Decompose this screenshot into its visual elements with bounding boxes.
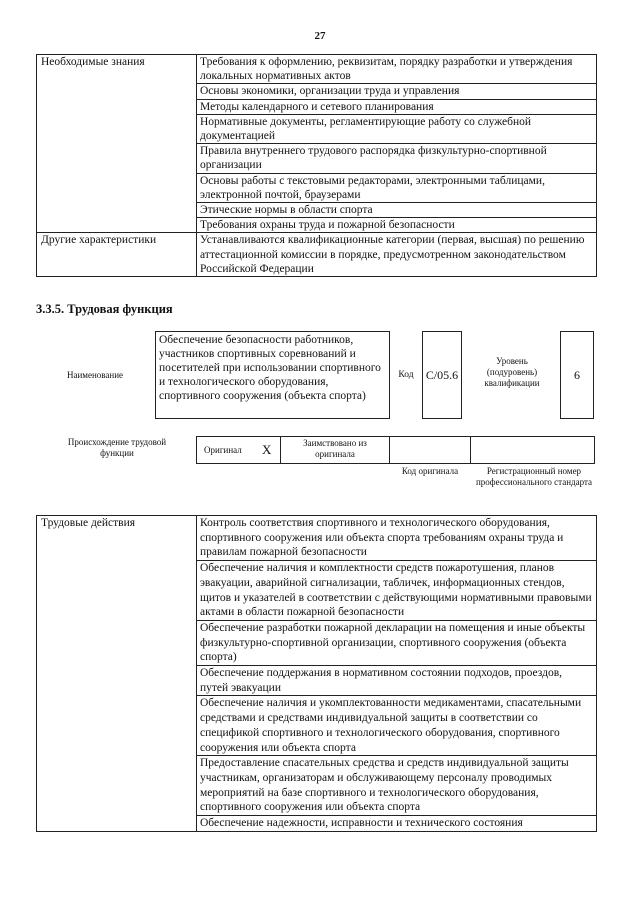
table-cell: Методы календарного и сетевого планирования bbox=[197, 99, 597, 114]
original-code-cell bbox=[389, 436, 471, 464]
name-label: Наименование bbox=[66, 370, 124, 380]
table-cell: Требования охраны труда и пожарной безопасности bbox=[197, 218, 597, 233]
table-cell: Основы работы с текстовыми редакторами, электронными таблицами, электронной почтой, браузерами bbox=[197, 173, 597, 202]
page-number: 27 bbox=[314, 30, 326, 42]
code-label: Код bbox=[398, 370, 414, 380]
table-cell: Устанавливаются квалификационные категории (первая, высшая) по решению аттестационной комиссии в порядке, предусмотренном законодательством Российской Федерации bbox=[197, 233, 597, 277]
original-mark: X bbox=[262, 442, 272, 457]
knowledge-table bbox=[36, 54, 597, 277]
labor-actions-table bbox=[36, 515, 597, 832]
table-cell: Предоставление спасательных средства и средств индивидуальной защиты участникам, организаторам и обслуживающему персоналу проводимых мероприятий на базе спортивного и технологического оборудования, спортивного сооружения или объекта спорта bbox=[197, 756, 597, 816]
table-cell: Требования к оформлению, реквизитам, порядку разработки и утверждения локальных нормативных актов bbox=[197, 55, 597, 84]
reg-number-cell bbox=[470, 436, 595, 464]
row-label-other-characteristics: Другие характеристики bbox=[37, 233, 197, 277]
level-label: Уровень (подуровень) квалификации bbox=[484, 356, 540, 388]
table-cell: Обеспечение разработки пожарной декларации на помещения и иные объекты физкультурно-спортивной организации, спортивного сооружения (объекта спорта) bbox=[197, 620, 597, 665]
table-cell: Обеспечение поддержания в нормативном состоянии подходов, проездов, путей эвакуации bbox=[197, 666, 597, 696]
code-value: С/05.6 bbox=[422, 331, 462, 419]
function-name-value: Обеспечение безопасности работников, участников спортивных соревнований и посетителей при использовании спортивного и технологического оборудования, спортивного сооружения (объекта спорта) bbox=[155, 331, 390, 419]
borrowed-label: Заимствовано из оригинала bbox=[303, 438, 367, 459]
origin-label: Происхождение трудовой функции bbox=[67, 437, 167, 458]
table-cell: Обеспечение наличия и комплектности средств пожаротушения, планов эвакуации, аварийной сигнализации, табличек, информационных стендов, щитов и указателей в соответствии с действующими нормативными правовыми актами в области пожарной безопасности bbox=[197, 561, 597, 621]
section-title: 3.3.5. Трудовая функция bbox=[36, 302, 173, 316]
row-label-required-knowledge: Необходимые знания bbox=[37, 55, 197, 233]
table-cell: Этические нормы в области спорта bbox=[197, 203, 597, 218]
reg-number-label: Регистрационный номер профессионального стандарта bbox=[475, 466, 593, 487]
table-cell: Правила внутреннего трудового распорядка физкультурно-спортивной организации bbox=[197, 144, 597, 173]
table-cell: Обеспечение надежности, исправности и технического состояния bbox=[197, 816, 597, 832]
table-cell: Обеспечение наличия и укомплектованности медикаментами, спасательными средствами и средствами индивидуальной защиты в соответствии со спецификой спортивного и технологического оборудования, спортивного сооружения или объекта спорта bbox=[197, 696, 597, 756]
level-value: 6 bbox=[560, 331, 594, 419]
table-cell: Нормативные документы, регламентирующие работу со служебной документацией bbox=[197, 114, 597, 143]
original-label: Оригинал bbox=[204, 445, 242, 455]
row-label-labor-actions: Трудовые действия bbox=[37, 516, 197, 832]
table-cell: Контроль соответствия спортивного и технологического оборудования, спортивного сооружения или объекта спорта требованиям охраны труда и правилам пожарной безопасности bbox=[197, 516, 597, 561]
table-cell: Основы экономики, организации труда и управления bbox=[197, 84, 597, 99]
original-code-label: Код оригинала bbox=[401, 466, 459, 476]
